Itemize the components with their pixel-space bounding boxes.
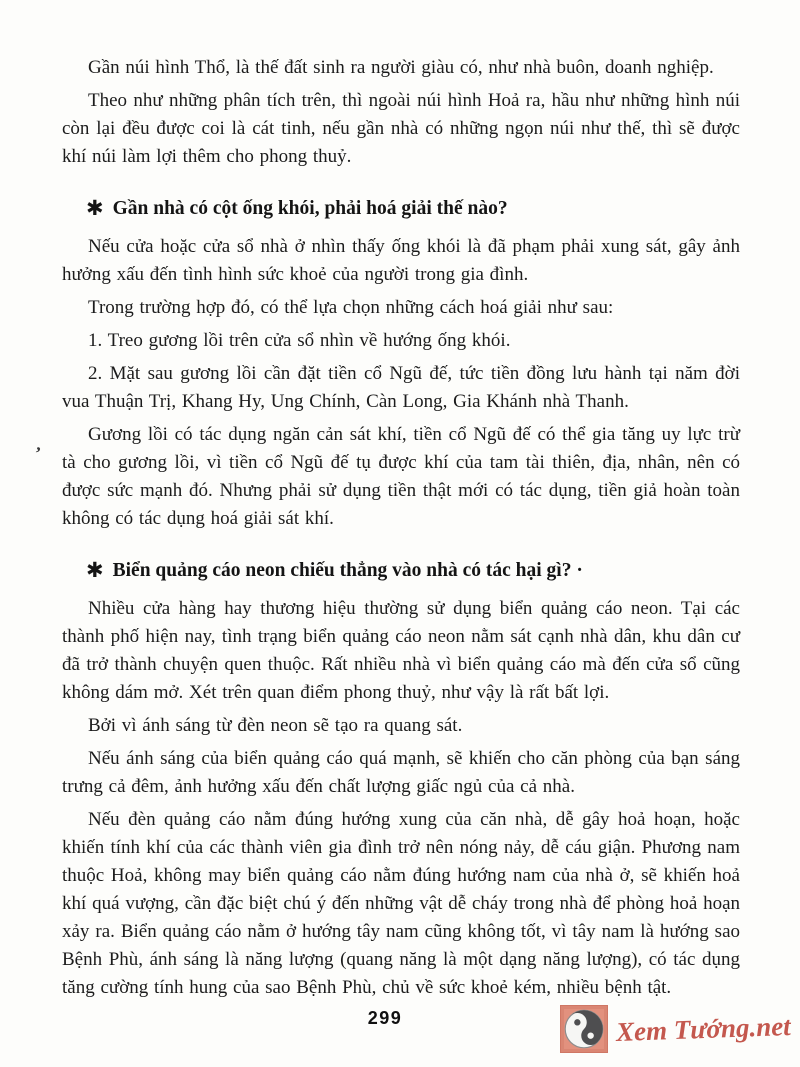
paragraph: Nếu cửa hoặc cửa sổ nhà ở nhìn thấy ống khói là đã phạm phải xung sát, gây ảnh hưởng xấu đến tình hình sức khoẻ của người trong gia đình. <box>62 236 740 285</box>
paragraph: Nhiều cửa hàng hay thương hiệu thường sử dụng biển quảng cáo neon. Tại các thành phố hiện nay, tình trạng biển quảng cáo neon nằm sát cạnh nhà dân, khu dân cư đã trở thành chuyện quen thuộc. Rất nhiều nhà vì biển quảng cáo mà đến cửa sổ cũng không dám mở. Xét trên quan điểm phong thuỷ, như vậy là rất bất lợi. <box>62 598 740 703</box>
section-heading-text: Biển quảng cáo neon chiếu thẳng vào nhà có tác hại gì? · <box>112 560 583 581</box>
paragraph: Nếu ánh sáng của biển quảng cáo quá mạnh, sẽ khiến cho căn phòng của bạn sáng trưng cả đêm, ảnh hưởng xấu đến chất lượng giấc ngủ của cả nhà. <box>62 748 740 797</box>
paragraph: Gần núi hình Thổ, là thế đất sinh ra người giàu có, như nhà buôn, doanh nghiệp. <box>88 57 714 78</box>
paragraph: Theo như những phân tích trên, thì ngoài núi hình Hoả ra, hầu như những hình núi còn lại đều được coi là cát tinh, nếu gần nhà có những ngọn núi như thế, thì sẽ được khí núi làm lợi thêm cho phong thuỷ. <box>62 90 740 167</box>
star-icon: ✱ <box>86 196 104 220</box>
section-heading <box>62 193 740 223</box>
paragraph: Bởi vì ánh sáng từ đèn neon sẽ tạo ra quang sát. <box>88 715 463 736</box>
paragraph: Trong trường hợp đó, có thể lựa chọn những cách hoá giải như sau: <box>88 297 614 318</box>
watermark-text: Xem Tướng.net <box>615 1010 792 1048</box>
star-icon: ✱ <box>86 558 104 582</box>
paragraph: Gương lồi có tác dụng ngăn cản sát khí, tiền cổ Ngũ đế có thể gia tăng uy lực trừ tà cho gương lồi, vì tiền cổ Ngũ đế tụ được khí của tam tài thiên, địa, nhân, nên có được sức mạnh đó. Nhưng phải sử dụng tiền thật mới có tác dụng, tiền giả hoàn toàn không có tác dụng hoá giải sát khí. <box>62 424 740 529</box>
page-content <box>62 54 740 1007</box>
section-heading <box>62 555 740 585</box>
yin-yang-icon <box>560 1005 608 1053</box>
section-heading-text: Gần nhà có cột ống khói, phải hoá giải thế nào? <box>112 198 508 219</box>
page-number: 299 <box>367 1008 403 1028</box>
paragraph: Nếu đèn quảng cáo nằm đúng hướng xung của căn nhà, dễ gây hoả hoạn, hoặc khiến tính khí của các thành viên gia đình trở nên nóng nảy, dễ cáu giận. Phương nam thuộc Hoả, không may biển quảng cáo nằm đúng hướng nam của nhà ở, sẽ khiến hoả khí quá vượng, cần đặc biệt chú ý đến những vật dễ cháy trong nhà để phòng hoả hoạn xảy ra. Biển quảng cáo nằm ở hướng tây nam cũng không tốt, vì tây nam là hướng sao Bệnh Phù, ánh sáng là năng lượng (quang năng là một dạng năng lượng), có tác dụng tăng cường tính hung của sao Bệnh Phù, chủ về sức khoẻ kém, nhiều bệnh tật. <box>62 809 740 998</box>
list-item: 2. Mặt sau gương lồi cần đặt tiền cổ Ngũ đế, tức tiền đồng lưu hành tại năm đời vua Thuận Trị, Khang Hy, Ung Chính, Càn Long, Gia Khánh nhà Thanh. <box>62 363 740 412</box>
list-item: 1. Treo gương lồi trên cửa sổ nhìn về hướng ống khói. <box>88 330 511 351</box>
watermark <box>560 1005 795 1053</box>
margin-artifact: , <box>35 433 44 455</box>
